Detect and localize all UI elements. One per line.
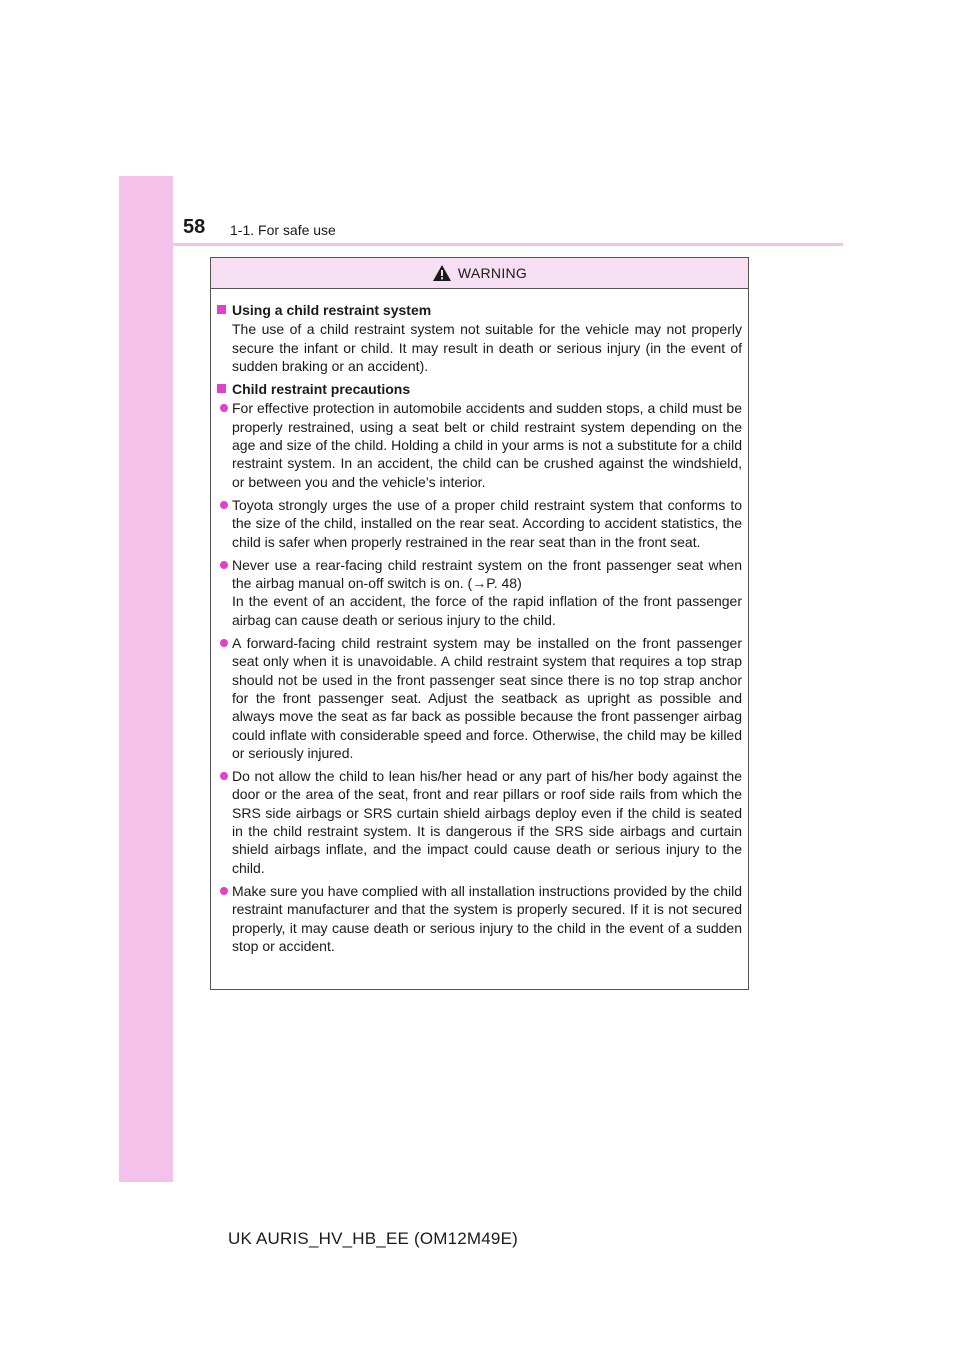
bullet-text (232, 556, 742, 629)
page-number: 58 (183, 216, 206, 238)
section-paragraph: The use of a child restraint system not suitable for the vehicle may not properly secure the infant or child. It may result in death or serious injury (in the event of sudden braking or an accident). (232, 321, 742, 374)
bullet-item (217, 767, 742, 877)
round-bullet-icon (220, 404, 228, 412)
section-heading (217, 301, 742, 319)
warning-body (211, 289, 748, 955)
round-bullet-icon (220, 501, 228, 509)
round-bullet-icon (220, 772, 228, 780)
bullet-text: Toyota strongly urges the use of a proper child restraint system that conforms to the size of the child, installed on the rear seat. According to accident statistics, the child is safer when properly restrained in the rear seat than in the front seat. (232, 496, 742, 550)
section-heading-text: Child restraint precautions (232, 381, 411, 398)
bullet-item (217, 882, 742, 955)
bullet-text: A forward-facing child restraint system may be installed on the front passenger seat only when it is unavoidable. A child restraint system that requires a top strap should not be used in the front passenger seat since there is no top strap anchor for the front passenger seat. Adjust the seatback as upright as possible and always move the seat as far back as possible because the front passenger airbag could inflate with considerable speed and force. Otherwise, the child may be killed or seriously injured. (232, 635, 742, 761)
bullet-item (217, 634, 742, 762)
warning-triangle-icon (432, 264, 452, 282)
bullet-text-line: Never use a rear-facing child restraint system on the front passenger seat when the airbag manual on-off switch is on. (→P. 48) (232, 556, 742, 592)
round-bullet-icon (220, 639, 228, 647)
round-bullet-icon (220, 561, 228, 569)
bullet-item (217, 496, 742, 551)
header-rule (119, 243, 843, 246)
round-bullet-icon (220, 887, 228, 895)
side-tab-band (119, 176, 173, 1182)
square-bullet-icon (217, 305, 226, 314)
section-title: 1-1. For safe use (230, 222, 336, 238)
bullet-text: For effective protection in automobile accidents and sudden stops, a child must be properly restrained, using a seat belt or child restraint system depending on the age and size of the child. Holding a child in your arms is not a substitute for a child restraint system. In an accident, the child can be crushed against the windshield, or between you and the vehicle’s interior. (232, 400, 742, 490)
bullet-text-continuation: In the event of an accident, the force of the rapid inflation of the front passenger airbag can cause death or serious injury to the child. (232, 593, 742, 628)
square-bullet-icon (217, 384, 226, 393)
bullet-item (217, 399, 742, 490)
section-heading-text: Using a child restraint system (232, 302, 432, 318)
warning-box (210, 257, 749, 990)
bullet-item (217, 556, 742, 629)
document-code: UK AURIS_HV_HB_EE (OM12M49E) (228, 1229, 518, 1248)
section-heading (217, 380, 742, 398)
bullet-text: Do not allow the child to lean his/her head or any part of his/her body against the door or the area of the seat, front and rear pillars or roof side rails from which the SRS side airbags or SRS curtain shield airbags deploy even if the child is seated in the child restraint system. It is dangerous if the SRS side airbags and curtain shield airbags inflate, and the impact could cause death or serious injury to the child. (232, 768, 742, 876)
warning-header (211, 258, 748, 289)
bullet-text: Make sure you have complied with all installation instructions provided by the child restraint manufacturer and that the system is properly secured. If it is not secured properly, it may cause death or serious injury to the child in the event of a sudden stop or accident. (232, 882, 742, 954)
warning-title: WARNING (457, 265, 528, 281)
